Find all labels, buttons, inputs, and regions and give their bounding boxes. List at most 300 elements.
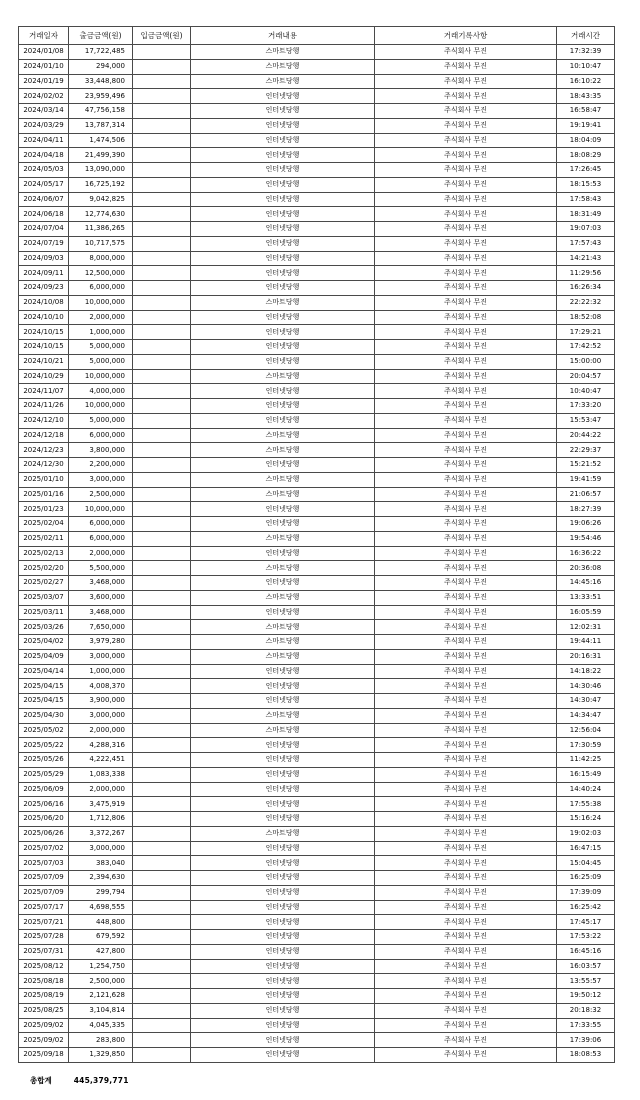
deposit-amount-cell [133,472,191,487]
record-cell: 주식회사 무진 [375,1018,557,1033]
deposit-amount-cell [133,74,191,89]
withdrawal-amount-cell: 1,712,806 [69,812,133,827]
time-cell: 18:15:53 [557,177,615,192]
deposit-amount-cell [133,295,191,310]
record-cell: 주식회사 무진 [375,561,557,576]
table-row [19,59,615,74]
withdrawal-amount-cell: 33,448,800 [69,74,133,89]
deposit-amount-cell [133,812,191,827]
time-cell: 19:41:59 [557,472,615,487]
description-cell: 인터넷당행 [191,797,375,812]
record-cell: 주식회사 무진 [375,782,557,797]
date-cell: 2025/01/16 [19,487,69,502]
withdrawal-amount-cell: 2,000,000 [69,782,133,797]
date-cell: 2025/07/09 [19,871,69,886]
date-cell: 2025/04/30 [19,708,69,723]
deposit-amount-cell [133,974,191,989]
withdrawal-amount-cell: 13,090,000 [69,163,133,178]
withdrawal-amount-cell: 1,000,000 [69,664,133,679]
deposit-amount-cell [133,502,191,517]
withdrawal-amount-cell: 13,787,314 [69,118,133,133]
deposit-amount-cell [133,531,191,546]
withdrawal-amount-cell: 283,800 [69,1033,133,1048]
withdrawal-amount-cell: 1,083,338 [69,767,133,782]
withdrawal-amount-cell: 427,800 [69,944,133,959]
table-row [19,708,615,723]
description-cell: 인터넷당행 [191,413,375,428]
time-cell: 16:45:16 [557,944,615,959]
table-row [19,354,615,369]
grand-total-label: 총합계 [30,1076,52,1085]
deposit-amount-cell [133,207,191,222]
table-row [19,959,615,974]
table-row [19,517,615,532]
date-cell: 2025/07/02 [19,841,69,856]
record-cell: 주식회사 무진 [375,266,557,281]
date-cell: 2025/05/26 [19,753,69,768]
withdrawal-amount-cell: 47,756,158 [69,104,133,119]
description-cell: 인터넷당행 [191,546,375,561]
table-row [19,900,615,915]
table-row [19,428,615,443]
time-cell: 12:02:31 [557,620,615,635]
table-row [19,104,615,119]
date-cell: 2025/03/11 [19,605,69,620]
deposit-amount-cell [133,989,191,1004]
time-cell: 14:30:47 [557,694,615,709]
deposit-amount-cell [133,708,191,723]
time-cell: 16:26:34 [557,281,615,296]
record-cell: 주식회사 무진 [375,620,557,635]
withdrawal-amount-cell: 3,000,000 [69,472,133,487]
withdrawal-amount-cell: 21,499,390 [69,148,133,163]
table-row [19,472,615,487]
date-cell: 2024/01/19 [19,74,69,89]
withdrawal-amount-cell: 12,774,630 [69,207,133,222]
table-row [19,1033,615,1048]
deposit-amount-cell [133,177,191,192]
description-cell: 인터넷당행 [191,974,375,989]
table-row [19,251,615,266]
record-cell: 주식회사 무진 [375,531,557,546]
table-row [19,841,615,856]
description-cell: 인터넷당행 [191,133,375,148]
deposit-amount-cell [133,944,191,959]
date-cell: 2024/07/04 [19,222,69,237]
record-cell: 주식회사 무진 [375,251,557,266]
description-cell: 인터넷당행 [191,1003,375,1018]
withdrawal-amount-cell: 5,000,000 [69,340,133,355]
deposit-amount-cell [133,959,191,974]
table-row [19,753,615,768]
time-cell: 18:08:53 [557,1048,615,1063]
description-cell: 인터넷당행 [191,163,375,178]
withdrawal-amount-cell: 5,000,000 [69,354,133,369]
date-cell: 2025/02/11 [19,531,69,546]
withdrawal-amount-cell: 6,000,000 [69,531,133,546]
withdrawal-amount-cell: 6,000,000 [69,517,133,532]
withdrawal-amount-cell: 3,104,814 [69,1003,133,1018]
table-row [19,133,615,148]
date-cell: 2024/10/10 [19,310,69,325]
description-cell: 스마트당행 [191,428,375,443]
record-cell: 주식회사 무진 [375,177,557,192]
date-cell: 2025/08/19 [19,989,69,1004]
table-row [19,856,615,871]
deposit-amount-cell [133,163,191,178]
table-row [19,325,615,340]
record-cell: 주식회사 무진 [375,104,557,119]
table-row [19,782,615,797]
record-cell: 주식회사 무진 [375,767,557,782]
date-cell: 2025/07/17 [19,900,69,915]
record-cell: 주식회사 무진 [375,59,557,74]
withdrawal-amount-cell: 2,500,000 [69,974,133,989]
description-cell: 스마트당행 [191,295,375,310]
description-cell: 인터넷당행 [191,871,375,886]
time-cell: 14:40:24 [557,782,615,797]
deposit-amount-cell [133,694,191,709]
table-row [19,826,615,841]
withdrawal-amount-cell: 1,474,506 [69,133,133,148]
table-row [19,723,615,738]
description-cell: 스마트당행 [191,561,375,576]
time-cell: 18:43:35 [557,89,615,104]
table-header-row [19,27,615,45]
deposit-amount-cell [133,826,191,841]
deposit-amount-cell [133,281,191,296]
description-cell: 인터넷당행 [191,148,375,163]
date-cell: 2024/03/14 [19,104,69,119]
withdrawal-amount-cell: 3,475,919 [69,797,133,812]
date-cell: 2025/02/27 [19,576,69,591]
table-row [19,871,615,886]
time-cell: 18:52:08 [557,310,615,325]
record-cell: 주식회사 무진 [375,340,557,355]
description-cell: 인터넷당행 [191,782,375,797]
description-cell: 인터넷당행 [191,885,375,900]
time-cell: 19:07:03 [557,222,615,237]
description-cell: 스마트당행 [191,635,375,650]
record-cell: 주식회사 무진 [375,148,557,163]
table-row [19,944,615,959]
date-cell: 2025/01/23 [19,502,69,517]
deposit-amount-cell [133,546,191,561]
description-cell: 인터넷당행 [191,679,375,694]
time-cell: 19:19:41 [557,118,615,133]
table-row [19,458,615,473]
deposit-amount-cell [133,59,191,74]
description-cell: 스마트당행 [191,531,375,546]
date-cell: 2025/07/03 [19,856,69,871]
date-cell: 2025/04/09 [19,649,69,664]
record-cell: 주식회사 무진 [375,797,557,812]
description-cell: 인터넷당행 [191,841,375,856]
table-row [19,1048,615,1063]
record-cell: 주식회사 무진 [375,428,557,443]
record-cell: 주식회사 무진 [375,222,557,237]
deposit-amount-cell [133,605,191,620]
withdrawal-amount-cell: 2,200,000 [69,458,133,473]
date-cell: 2025/06/26 [19,826,69,841]
deposit-amount-cell [133,664,191,679]
record-cell: 주식회사 무진 [375,354,557,369]
table-row [19,812,615,827]
time-cell: 11:29:56 [557,266,615,281]
table-row [19,694,615,709]
description-cell: 인터넷당행 [191,959,375,974]
record-cell: 주식회사 무진 [375,369,557,384]
time-cell: 18:08:29 [557,148,615,163]
deposit-amount-cell [133,1048,191,1063]
transaction-table [18,26,615,1063]
time-cell: 17:39:06 [557,1033,615,1048]
time-cell: 18:04:09 [557,133,615,148]
description-cell: 인터넷당행 [191,192,375,207]
record-cell: 주식회사 무진 [375,310,557,325]
record-cell: 주식회사 무진 [375,885,557,900]
withdrawal-amount-cell: 3,372,267 [69,826,133,841]
description-cell: 인터넷당행 [191,384,375,399]
record-cell: 주식회사 무진 [375,871,557,886]
date-cell: 2024/07/19 [19,236,69,251]
header-transaction-description: 거래내용 [191,27,375,45]
date-cell: 2024/04/18 [19,148,69,163]
table-row [19,738,615,753]
withdrawal-amount-cell: 3,000,000 [69,649,133,664]
description-cell: 인터넷당행 [191,576,375,591]
date-cell: 2025/07/21 [19,915,69,930]
table-row [19,767,615,782]
record-cell: 주식회사 무진 [375,826,557,841]
deposit-amount-cell [133,310,191,325]
date-cell: 2024/03/29 [19,118,69,133]
description-cell: 인터넷당행 [191,325,375,340]
time-cell: 16:36:22 [557,546,615,561]
withdrawal-amount-cell: 2,500,000 [69,487,133,502]
deposit-amount-cell [133,767,191,782]
time-cell: 15:16:24 [557,812,615,827]
time-cell: 16:25:09 [557,871,615,886]
description-cell: 인터넷당행 [191,767,375,782]
description-cell: 인터넷당행 [191,222,375,237]
record-cell: 주식회사 무진 [375,1048,557,1063]
date-cell: 2025/09/18 [19,1048,69,1063]
time-cell: 14:18:22 [557,664,615,679]
deposit-amount-cell [133,679,191,694]
date-cell: 2025/07/09 [19,885,69,900]
deposit-amount-cell [133,133,191,148]
description-cell: 인터넷당행 [191,281,375,296]
deposit-amount-cell [133,1003,191,1018]
deposit-amount-cell [133,89,191,104]
deposit-amount-cell [133,1018,191,1033]
description-cell: 인터넷당행 [191,915,375,930]
record-cell: 주식회사 무진 [375,133,557,148]
deposit-amount-cell [133,517,191,532]
deposit-amount-cell [133,384,191,399]
description-cell: 인터넷당행 [191,1018,375,1033]
time-cell: 19:02:03 [557,826,615,841]
date-cell: 2025/04/15 [19,694,69,709]
description-cell: 인터넷당행 [191,399,375,414]
table-row [19,118,615,133]
withdrawal-amount-cell: 294,000 [69,59,133,74]
deposit-amount-cell [133,118,191,133]
time-cell: 17:53:22 [557,930,615,945]
time-cell: 15:04:45 [557,856,615,871]
time-cell: 19:54:46 [557,531,615,546]
table-row [19,310,615,325]
record-cell: 주식회사 무진 [375,325,557,340]
record-cell: 주식회사 무진 [375,576,557,591]
description-cell: 인터넷당행 [191,900,375,915]
table-row [19,266,615,281]
date-cell: 2025/03/26 [19,620,69,635]
description-cell: 스마트당행 [191,487,375,502]
date-cell: 2024/12/30 [19,458,69,473]
description-cell: 인터넷당행 [191,856,375,871]
withdrawal-amount-cell: 3,979,280 [69,635,133,650]
deposit-amount-cell [133,856,191,871]
description-cell: 인터넷당행 [191,517,375,532]
table-row [19,649,615,664]
record-cell: 주식회사 무진 [375,472,557,487]
grand-total-row [30,1075,129,1086]
date-cell: 2025/06/20 [19,812,69,827]
table-row [19,885,615,900]
deposit-amount-cell [133,399,191,414]
withdrawal-amount-cell: 8,000,000 [69,251,133,266]
record-cell: 주식회사 무진 [375,517,557,532]
withdrawal-amount-cell: 6,000,000 [69,428,133,443]
date-cell: 2025/08/25 [19,1003,69,1018]
withdrawal-amount-cell: 3,468,000 [69,605,133,620]
date-cell: 2025/07/31 [19,944,69,959]
time-cell: 14:34:47 [557,708,615,723]
grand-total-value: 445,379,771 [73,1076,129,1085]
withdrawal-amount-cell: 299,794 [69,885,133,900]
deposit-amount-cell [133,192,191,207]
deposit-amount-cell [133,723,191,738]
date-cell: 2025/04/15 [19,679,69,694]
date-cell: 2024/12/18 [19,428,69,443]
deposit-amount-cell [133,45,191,60]
table-row [19,148,615,163]
record-cell: 주식회사 무진 [375,546,557,561]
withdrawal-amount-cell: 10,717,575 [69,236,133,251]
date-cell: 2025/05/02 [19,723,69,738]
deposit-amount-cell [133,590,191,605]
record-cell: 주식회사 무진 [375,74,557,89]
date-cell: 2025/03/07 [19,590,69,605]
table-row [19,797,615,812]
withdrawal-amount-cell: 1,000,000 [69,325,133,340]
date-cell: 2024/01/10 [19,59,69,74]
description-cell: 스마트당행 [191,723,375,738]
table-row [19,222,615,237]
table-row [19,295,615,310]
date-cell: 2025/04/14 [19,664,69,679]
deposit-amount-cell [133,620,191,635]
date-cell: 2025/09/02 [19,1018,69,1033]
withdrawal-amount-cell: 5,000,000 [69,413,133,428]
record-cell: 주식회사 무진 [375,959,557,974]
deposit-amount-cell [133,413,191,428]
record-cell: 주식회사 무진 [375,812,557,827]
time-cell: 14:45:16 [557,576,615,591]
time-cell: 14:30:46 [557,679,615,694]
description-cell: 인터넷당행 [191,753,375,768]
table-row [19,930,615,945]
record-cell: 주식회사 무진 [375,295,557,310]
time-cell: 17:57:43 [557,236,615,251]
table-row [19,487,615,502]
date-cell: 2025/06/09 [19,782,69,797]
withdrawal-amount-cell: 3,600,000 [69,590,133,605]
record-cell: 주식회사 무진 [375,590,557,605]
record-cell: 주식회사 무진 [375,605,557,620]
withdrawal-amount-cell: 2,121,628 [69,989,133,1004]
date-cell: 2025/06/16 [19,797,69,812]
description-cell: 인터넷당행 [191,177,375,192]
deposit-amount-cell [133,251,191,266]
header-deposit-amount: 입금금액(원) [133,27,191,45]
table-row [19,340,615,355]
withdrawal-amount-cell: 2,000,000 [69,546,133,561]
deposit-amount-cell [133,266,191,281]
table-row [19,74,615,89]
time-cell: 15:00:00 [557,354,615,369]
record-cell: 주식회사 무진 [375,974,557,989]
deposit-amount-cell [133,841,191,856]
table-body [19,45,615,1063]
description-cell: 인터넷당행 [191,944,375,959]
table-row [19,502,615,517]
withdrawal-amount-cell: 4,698,555 [69,900,133,915]
table-row [19,1003,615,1018]
description-cell: 스마트당행 [191,45,375,60]
deposit-amount-cell [133,738,191,753]
table-row [19,605,615,620]
time-cell: 16:03:57 [557,959,615,974]
table-row [19,664,615,679]
date-cell: 2024/10/15 [19,325,69,340]
record-cell: 주식회사 무진 [375,930,557,945]
time-cell: 13:33:51 [557,590,615,605]
deposit-amount-cell [133,443,191,458]
record-cell: 주식회사 무진 [375,413,557,428]
withdrawal-amount-cell: 4,222,451 [69,753,133,768]
description-cell: 인터넷당행 [191,664,375,679]
table-row [19,915,615,930]
date-cell: 2024/01/08 [19,45,69,60]
description-cell: 스마트당행 [191,443,375,458]
record-cell: 주식회사 무진 [375,192,557,207]
table-row [19,89,615,104]
record-cell: 주식회사 무진 [375,458,557,473]
table-row [19,177,615,192]
table-row [19,989,615,1004]
time-cell: 17:30:59 [557,738,615,753]
time-cell: 22:29:37 [557,443,615,458]
record-cell: 주식회사 무진 [375,487,557,502]
withdrawal-amount-cell: 2,000,000 [69,723,133,738]
deposit-amount-cell [133,915,191,930]
date-cell: 2025/01/10 [19,472,69,487]
deposit-amount-cell [133,930,191,945]
header-transaction-record: 거래기록사항 [375,27,557,45]
